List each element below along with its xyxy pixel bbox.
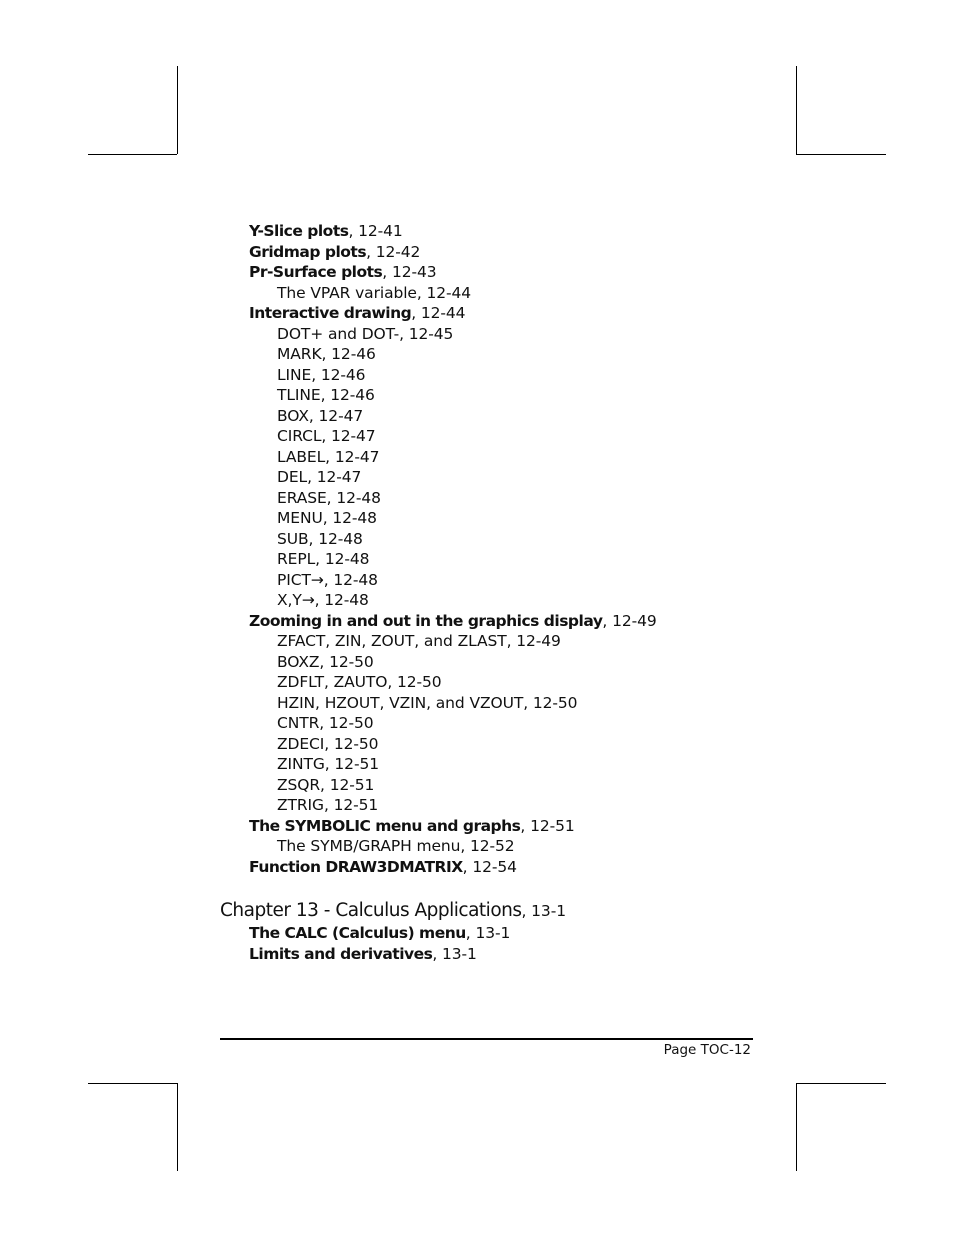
toc-entry-title: ZDFLT, ZAUTO [277,673,388,691]
toc-entry-title: DOT+ and DOT- [277,324,400,343]
toc-entry-title: CNTR [277,714,320,732]
toc-entry-separator: , [399,324,409,343]
toc-subsection-entry [277,447,379,467]
toc-entry-title: The CALC (Calculus) menu [249,924,466,942]
toc-entry-separator: , [416,283,427,302]
toc-entry-title: SUB [277,529,309,548]
toc-subsection-entry [277,344,376,364]
footer-rule [220,1038,753,1040]
toc-entry-separator: , [465,924,476,942]
toc-entry-separator: , [366,242,376,261]
toc-entry-separator: , [521,902,532,920]
toc-entry-separator: , [387,673,397,691]
toc-entry-page: 12-54 [472,857,517,876]
toc-entry-title: CIRCL [277,427,322,445]
toc-entry-page: 12-41 [358,222,403,240]
toc-entry-page: 12-52 [470,837,515,855]
toc-entry-page: 12-48 [332,509,377,527]
toc-entry-title: ZDECI [277,734,325,753]
toc-entry-title: MARK [277,345,322,363]
toc-entry-separator: , [326,488,337,507]
toc-entry-separator: , [311,365,321,384]
toc-entry-page: 12-47 [334,447,380,466]
toc-entry-page: 12-51 [333,796,379,814]
toc-entry-page: 12-49 [516,632,561,650]
toc-entry-page: 12-48 [324,591,369,609]
toc-entry-title: Y-Slice plots [249,222,349,240]
toc-entry-title: LABEL [277,447,326,466]
toc-subsection-entry [277,426,376,446]
toc-entry-page: 12-48 [333,570,378,589]
toc-entry-page: 12-45 [408,324,454,343]
toc-entry-separator: , [314,591,325,609]
toc-entry-separator: , [348,222,359,240]
toc-entry-page: 12-50 [329,652,374,671]
toc-entry-title: HZIN, HZOUT, VZIN, and VZOUT [277,693,524,712]
toc-entry-separator: , [523,693,533,712]
toc-entry-page: 12-46 [330,386,375,404]
toc-section-entry [249,816,575,836]
toc-entry-title: MENU [277,509,323,527]
toc-entry-separator: , [602,611,613,630]
toc-entry-page: 12-43 [391,263,437,281]
toc-entry-separator: , [506,632,517,650]
toc-entry-separator: , [321,427,332,445]
toc-entry-separator: , [308,529,319,548]
toc-entry-title: Gridmap plots [249,242,367,261]
toc-section-entry [249,923,510,943]
toc-entry-page: 12-46 [320,365,366,384]
toc-entry-title: Function DRAW3DMATRIX [249,857,463,876]
toc-subsection-entry [277,836,515,856]
toc-entry-separator: , [320,386,331,404]
toc-entry-page: 13-1 [531,902,566,920]
toc-subsection-entry [277,713,373,733]
toc-entry-title: BOXZ [277,652,320,671]
toc-entry-title: Limits and derivatives [249,944,433,963]
toc-entry-separator: , [323,570,334,589]
toc-subsection-entry [277,693,577,713]
toc-subsection-entry [277,754,379,774]
toc-entry-page: 12-50 [333,734,379,753]
toc-entry-title: Pr-Surface plots [249,263,383,281]
toc-subsection-entry [277,795,378,815]
toc-entry-title: REPL [277,550,316,568]
toc-entry-page: 12-51 [334,755,379,773]
toc-subsection-entry [277,385,375,405]
toc-subsection-entry [277,529,363,549]
toc-entry-page: 12-47 [316,468,362,486]
toc-entry-separator: , [462,857,473,876]
toc-entry-separator: , [323,796,334,814]
toc-entry-title: TLINE [277,386,321,404]
toc-chapter-entry [220,901,566,921]
toc-entry-title: PICT→ [277,570,324,589]
toc-entry-title: ERASE [277,488,327,507]
toc-entry-title: Chapter 13 - Calculus Applications [220,900,522,921]
toc-entry-separator: , [432,944,443,963]
toc-entry-separator: , [321,345,332,363]
toc-entry-page: 12-47 [331,427,376,445]
toc-entry-separator: , [324,755,335,773]
toc-entry-page: 12-51 [530,816,575,835]
toc-section-entry [249,857,517,877]
toc-section-entry [249,303,465,323]
toc-subsection-entry [277,508,377,528]
toc-entry-page: 13-1 [442,944,477,963]
toc-entry-separator: , [308,406,319,425]
toc-entry-page: 12-42 [375,242,421,261]
toc-entry-title: LINE [277,365,312,384]
toc-entry-page: 12-50 [328,714,374,732]
toc-entry-page: 12-47 [318,406,364,425]
toc-subsection-entry [277,775,374,795]
toc-section-entry [249,221,403,241]
toc-subsection-entry [277,652,374,672]
toc-entry-title: The SYMBOLIC menu and graphs [249,816,521,835]
toc-entry-separator: , [315,550,325,568]
toc-subsection-entry [277,549,369,569]
toc-entry-title: BOX [277,406,309,425]
toc-entry-title: ZSQR [277,775,321,794]
toc-entry-separator: , [324,734,334,753]
toc-entry-title: ZTRIG [277,796,324,814]
toc-entry-title: ZINTG [277,755,325,773]
toc-subsection-entry [277,406,363,426]
toc-entry-page: 12-44 [426,283,472,302]
toc-section-entry [249,262,436,282]
toc-entry-separator: , [307,468,317,486]
toc-entry-page: 12-51 [329,775,375,794]
toc-entry-separator: , [319,714,329,732]
toc-entry-separator: , [325,447,335,466]
toc-subsection-entry [277,365,365,385]
toc-entry-title: Zooming in and out in the graphics display [249,611,603,630]
toc-entry-page: 12-44 [420,304,466,322]
toc-subsection-entry [277,488,381,508]
toc-subsection-entry [277,631,561,651]
toc-entry-separator: , [460,837,471,855]
toc-subsection-entry [277,672,442,692]
toc-entry-page: 12-50 [396,673,442,691]
toc-entry-title: Interactive drawing [249,304,412,322]
toc-entry-title: DEL [277,468,308,486]
toc-entry-page: 13-1 [475,924,511,942]
page-number: Page TOC-12 [663,1042,751,1058]
toc-subsection-entry [277,467,361,487]
toc-entry-page: 12-49 [612,611,657,630]
toc-subsection-entry [277,570,378,590]
toc-entry-separator: , [322,509,333,527]
toc-entry-separator: , [319,652,330,671]
toc-entry-page: 12-46 [331,345,376,363]
toc-entry-title: ZFACT, ZIN, ZOUT, and ZLAST [277,632,507,650]
toc-entry-title: X,Y→ [277,591,315,609]
toc-entry-title: The SYMB/GRAPH menu [277,837,461,855]
toc-subsection-entry [277,324,453,344]
toc-entry-title: The VPAR variable [277,283,417,302]
toc-subsection-entry [277,734,378,754]
toc-subsection-entry [277,590,369,610]
toc-entry-page: 12-48 [324,550,370,568]
toc-section-entry [249,944,477,964]
toc-entry-separator: , [320,775,330,794]
toc-subsection-entry [277,283,471,303]
toc-entry-page: 12-50 [532,693,578,712]
toc-entry-page: 12-48 [318,529,363,548]
toc-section-entry [249,611,657,631]
toc-entry-separator: , [520,816,531,835]
toc-section-entry [249,242,420,262]
toc-entry-page: 12-48 [336,488,381,507]
toc-entry-separator: , [411,304,421,322]
toc-entry-separator: , [382,263,392,281]
